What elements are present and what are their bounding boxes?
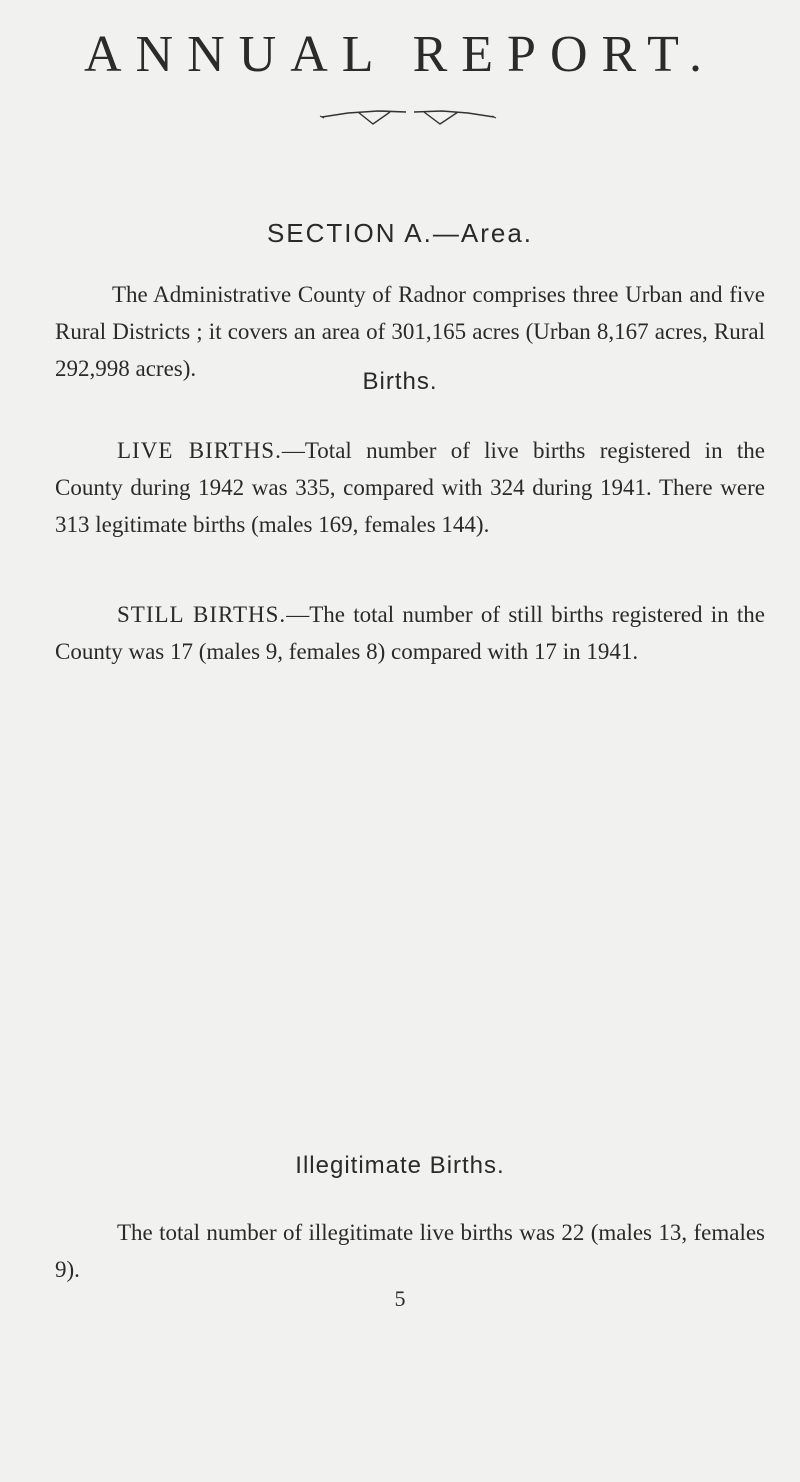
illegitimate-births-heading: Illegitimate Births. xyxy=(295,1152,505,1179)
decorative-rule-ornament xyxy=(318,100,498,130)
area-paragraph: The Administrative County of Radnor comprises three Urban and five Rural Districts ; it covers an area of 301,165 acres (Urban 8,167 acres, Rural 292,998 acres). xyxy=(55,282,765,381)
still-births-text: —The total number of still births registered in the County was 17 (males 9, females 8) compared with 17 in 1941. xyxy=(55,602,766,664)
live-births-text: —Total number of live births registered in the County during 1942 was 335, compared with 324 during 1941. There were 313 legitimate births (males 169, females 144). xyxy=(55,438,765,537)
illegitimate-births-paragraph: The total number of illegitimate live births was 22 (males 13, females 9). xyxy=(55,1220,765,1282)
live-births-label: LIVE BIRTHS. xyxy=(117,438,282,463)
report-title: ANNUAL REPORT. xyxy=(84,26,716,83)
page-number: 5 xyxy=(394,1286,406,1311)
still-births-paragraph xyxy=(55,596,765,670)
births-heading: Births. xyxy=(362,368,438,395)
still-births-label: STILL BIRTHS. xyxy=(117,602,287,627)
live-births-paragraph xyxy=(55,432,765,543)
section-heading: SECTION A.—Area. xyxy=(266,218,534,248)
